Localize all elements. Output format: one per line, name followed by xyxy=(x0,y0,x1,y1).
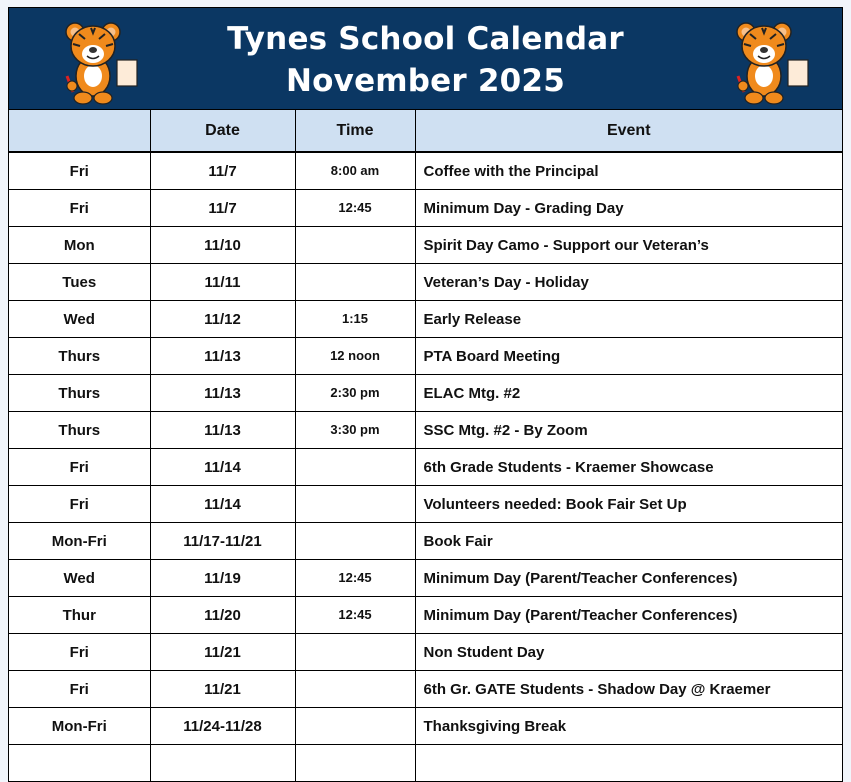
row-time: 12:45 xyxy=(295,190,415,227)
row-time: 1:15 xyxy=(295,301,415,338)
page-title xyxy=(9,18,842,102)
row-date: 11/17-11/21 xyxy=(150,523,295,560)
table-row xyxy=(9,597,842,634)
row-event: Thanksgiving Break xyxy=(415,708,842,745)
row-time: 12:45 xyxy=(295,560,415,597)
row-day: Fri xyxy=(9,449,150,486)
table-row xyxy=(9,449,842,486)
row-date: 11/21 xyxy=(150,634,295,671)
row-date: 11/11 xyxy=(150,264,295,301)
row-date: 11/13 xyxy=(150,338,295,375)
row-event: Minimum Day - Grading Day xyxy=(415,190,842,227)
row-day: Thurs xyxy=(9,338,150,375)
row-time xyxy=(295,449,415,486)
row-event: Minimum Day (Parent/Teacher Conferences) xyxy=(415,597,842,634)
column-header-day xyxy=(9,110,150,153)
row-event: ELAC Mtg. #2 xyxy=(415,375,842,412)
table-row xyxy=(9,301,842,338)
row-day: Mon-Fri xyxy=(9,523,150,560)
row-event: 6th Grade Students - Kraemer Showcase xyxy=(415,449,842,486)
row-time: 12 noon xyxy=(295,338,415,375)
calendar-banner xyxy=(9,7,842,109)
row-date xyxy=(150,745,295,782)
row-time xyxy=(295,264,415,301)
row-day: Fri xyxy=(9,486,150,523)
column-header-date: Date xyxy=(150,110,295,153)
row-day xyxy=(9,745,150,782)
table-row xyxy=(9,190,842,227)
table-row xyxy=(9,671,842,708)
row-time xyxy=(295,523,415,560)
row-date: 11/13 xyxy=(150,375,295,412)
row-time: 8:00 am xyxy=(295,152,415,190)
table-row xyxy=(9,634,842,671)
calendar-document xyxy=(8,7,843,782)
row-day: Mon xyxy=(9,227,150,264)
row-time xyxy=(295,671,415,708)
row-day: Thur xyxy=(9,597,150,634)
row-date: 11/12 xyxy=(150,301,295,338)
column-header-row xyxy=(9,110,842,153)
table-row xyxy=(9,152,842,190)
row-time: 12:45 xyxy=(295,597,415,634)
events-table xyxy=(9,109,842,782)
row-day: Fri xyxy=(9,152,150,190)
row-time xyxy=(295,708,415,745)
row-event: Veteran’s Day - Holiday xyxy=(415,264,842,301)
row-day: Fri xyxy=(9,634,150,671)
row-day: Thurs xyxy=(9,412,150,449)
table-row xyxy=(9,486,842,523)
table-row xyxy=(9,375,842,412)
row-time xyxy=(295,745,415,782)
row-day: Mon-Fri xyxy=(9,708,150,745)
row-date: 11/13 xyxy=(150,412,295,449)
row-event: Spirit Day Camo - Support our Veteran’s xyxy=(415,227,842,264)
column-header-time: Time xyxy=(295,110,415,153)
row-date: 11/7 xyxy=(150,152,295,190)
row-date: 11/10 xyxy=(150,227,295,264)
row-day: Tues xyxy=(9,264,150,301)
row-date: 11/7 xyxy=(150,190,295,227)
row-event: Coffee with the Principal xyxy=(415,152,842,190)
row-event: PTA Board Meeting xyxy=(415,338,842,375)
row-time xyxy=(295,227,415,264)
row-day: Wed xyxy=(9,301,150,338)
column-header-event: Event xyxy=(415,110,842,153)
table-row xyxy=(9,708,842,745)
table-row xyxy=(9,523,842,560)
row-day: Fri xyxy=(9,190,150,227)
row-date: 11/19 xyxy=(150,560,295,597)
row-date: 11/14 xyxy=(150,449,295,486)
row-time: 3:30 pm xyxy=(295,412,415,449)
table-row xyxy=(9,338,842,375)
row-event xyxy=(415,745,842,782)
row-date: 11/21 xyxy=(150,671,295,708)
table-row xyxy=(9,412,842,449)
table-row xyxy=(9,745,842,782)
row-event: Minimum Day (Parent/Teacher Conferences) xyxy=(415,560,842,597)
row-date: 11/20 xyxy=(150,597,295,634)
row-day: Wed xyxy=(9,560,150,597)
tiger-mascot-icon xyxy=(724,18,814,108)
row-time xyxy=(295,634,415,671)
row-time xyxy=(295,486,415,523)
row-time: 2:30 pm xyxy=(295,375,415,412)
row-event: Non Student Day xyxy=(415,634,842,671)
row-event: Early Release xyxy=(415,301,842,338)
row-event: Volunteers needed: Book Fair Set Up xyxy=(415,486,842,523)
row-date: 11/24-11/28 xyxy=(150,708,295,745)
row-day: Fri xyxy=(9,671,150,708)
row-event: 6th Gr. GATE Students - Shadow Day @ Kraemer xyxy=(415,671,842,708)
row-day: Thurs xyxy=(9,375,150,412)
table-row xyxy=(9,560,842,597)
row-event: Book Fair xyxy=(415,523,842,560)
title-month: November 2025 xyxy=(286,63,565,99)
title-school: Tynes School Calendar xyxy=(227,21,624,57)
row-date: 11/14 xyxy=(150,486,295,523)
table-row xyxy=(9,264,842,301)
table-row xyxy=(9,227,842,264)
row-event: SSC Mtg. #2 - By Zoom xyxy=(415,412,842,449)
